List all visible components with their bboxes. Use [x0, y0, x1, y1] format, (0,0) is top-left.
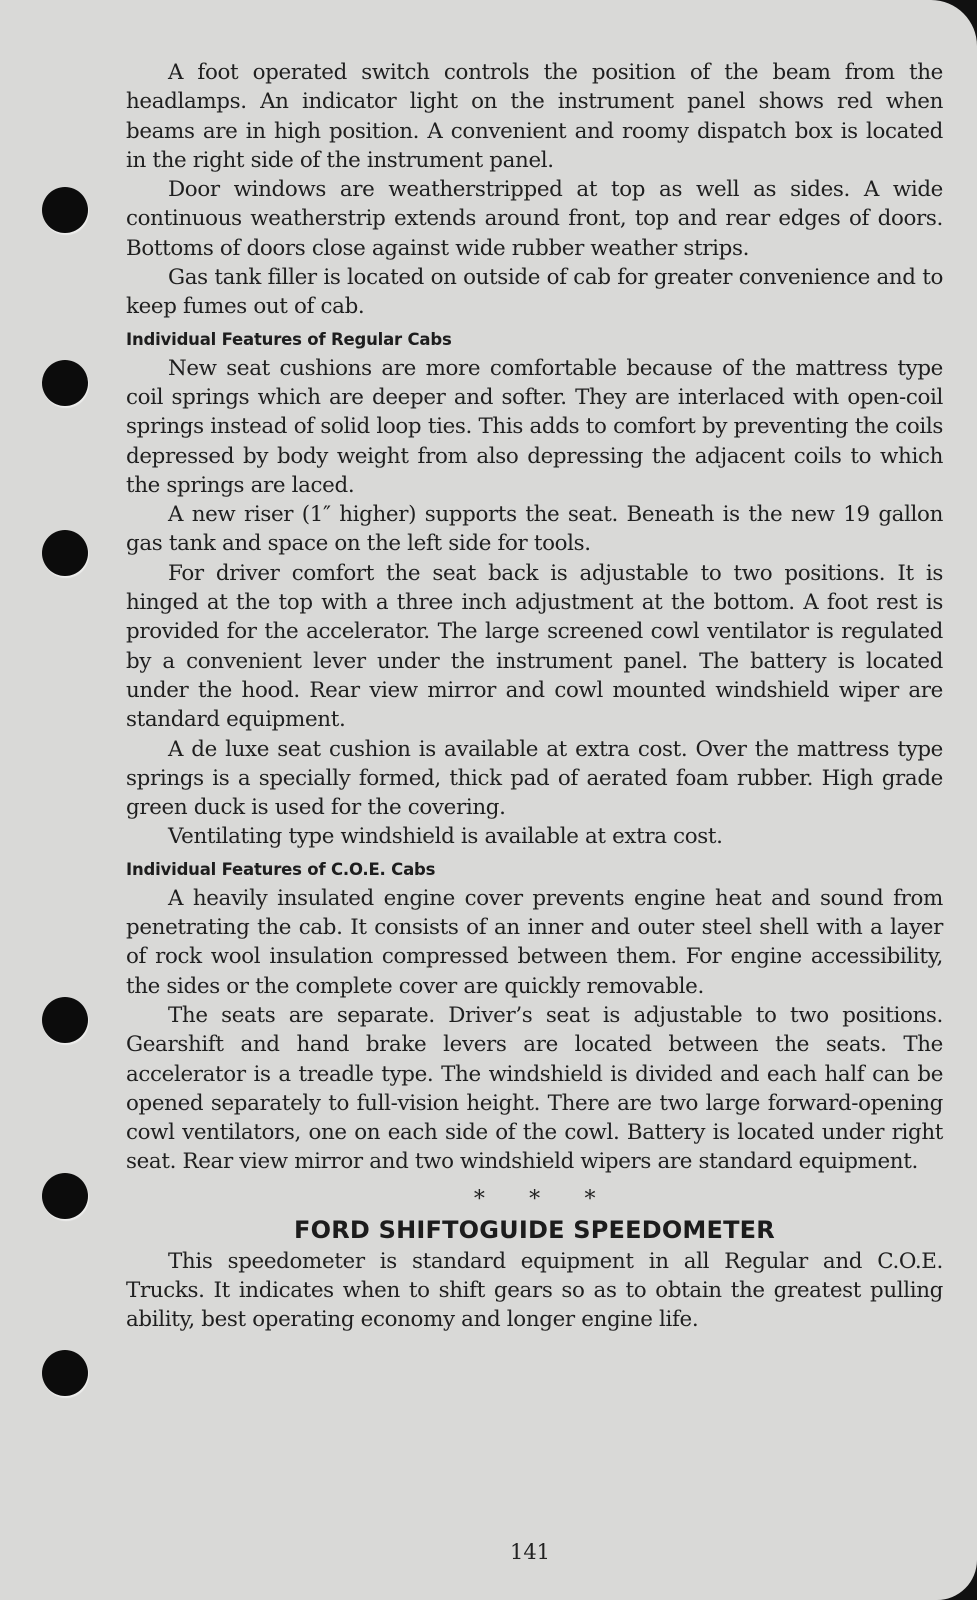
- paragraph: A heavily insulated engine cover prevents engine heat and sound from penetrating the cab. It consists of an inner and outer steel shell with a layer of rock wool insulation compressed between them. For engine accessibility, the sides or the complete cover are quickly removable.: [126, 885, 943, 999]
- section-separator: * * *: [473, 1186, 596, 1212]
- section-heading: FORD SHIFTOGUIDE SPEEDOMETER: [294, 1215, 775, 1244]
- binder-hole: [42, 1350, 88, 1396]
- paragraph: A foot operated switch controls the position of the beam from the headlamps. An indicator light on the instrument panel shows red when beams are in high position. A convenient and roomy dispatch box is located in the right side of the instrument panel.: [126, 60, 943, 173]
- page-number: 141: [509, 1540, 551, 1564]
- paragraph: A new riser (1″ higher) supports the seat. Beneath is the new 19 gallon gas tank and space on the left side for tools.: [126, 502, 943, 557]
- binder-hole: [42, 360, 88, 406]
- paragraph: A de luxe seat cushion is available at extra cost. Over the mattress type springs is a specially formed, thick pad of aerated foam rubber. High grade green duck is used for the covering.: [126, 736, 943, 821]
- page-body: [126, 58, 943, 1335]
- binder-hole: [42, 997, 88, 1043]
- paragraph: The seats are separate. Driver’s seat is adjustable to two positions. Gearshift and hand brake levers are located between the seats. The accelerator is a treadle type. The windshield is divided and each half can be opened separately to full-vision height. There are two large forward-opening cowl ventilators, one on each side of the cowl. Battery is located under right seat. Rear view mirror and two windshield wipers are standard equipment.: [126, 1002, 943, 1175]
- subheading-coe-cabs: Individual Features of C.O.E. Cabs: [126, 859, 436, 879]
- binder-hole: [42, 1173, 88, 1219]
- binder-hole: [42, 187, 88, 233]
- paragraph: Gas tank filler is located on outside of cab for greater convenience and to keep fumes out of cab.: [126, 265, 943, 320]
- paragraph: Ventilating type windshield is available at extra cost.: [168, 824, 723, 850]
- paragraph: New seat cushions are more comfortable because of the mattress type coil springs which are deeper and softer. They are interlaced with open-coil springs instead of solid loop ties. This adds to comfort by preventing the coils depressed by body weight from also depressing the adjacent coils to which the springs are laced.: [126, 355, 943, 498]
- binder-hole: [42, 530, 88, 576]
- paragraph: This speedometer is standard equipment in all Regular and C.O.E. Trucks. It indicates when to shift gears so as to obtain the greatest pulling ability, best operating economy and longer engine life.: [126, 1248, 943, 1333]
- subheading-regular-cabs: Individual Features of Regular Cabs: [126, 329, 452, 349]
- paragraph: Door windows are weatherstripped at top as well as sides. A wide continuous weatherstrip extends around front, top and rear edges of doors. Bottoms of doors close against wide rubber weather strips.: [126, 177, 943, 261]
- paragraph: For driver comfort the seat back is adjustable to two positions. It is hinged at the top with a three inch adjustment at the bottom. A foot rest is provided for the accelerator. The large screened cowl ventilator is regulated by a convenient lever under the instrument panel. The battery is located under the hood. Rear view mirror and cowl mounted windshield wiper are standard equipment.: [126, 560, 943, 733]
